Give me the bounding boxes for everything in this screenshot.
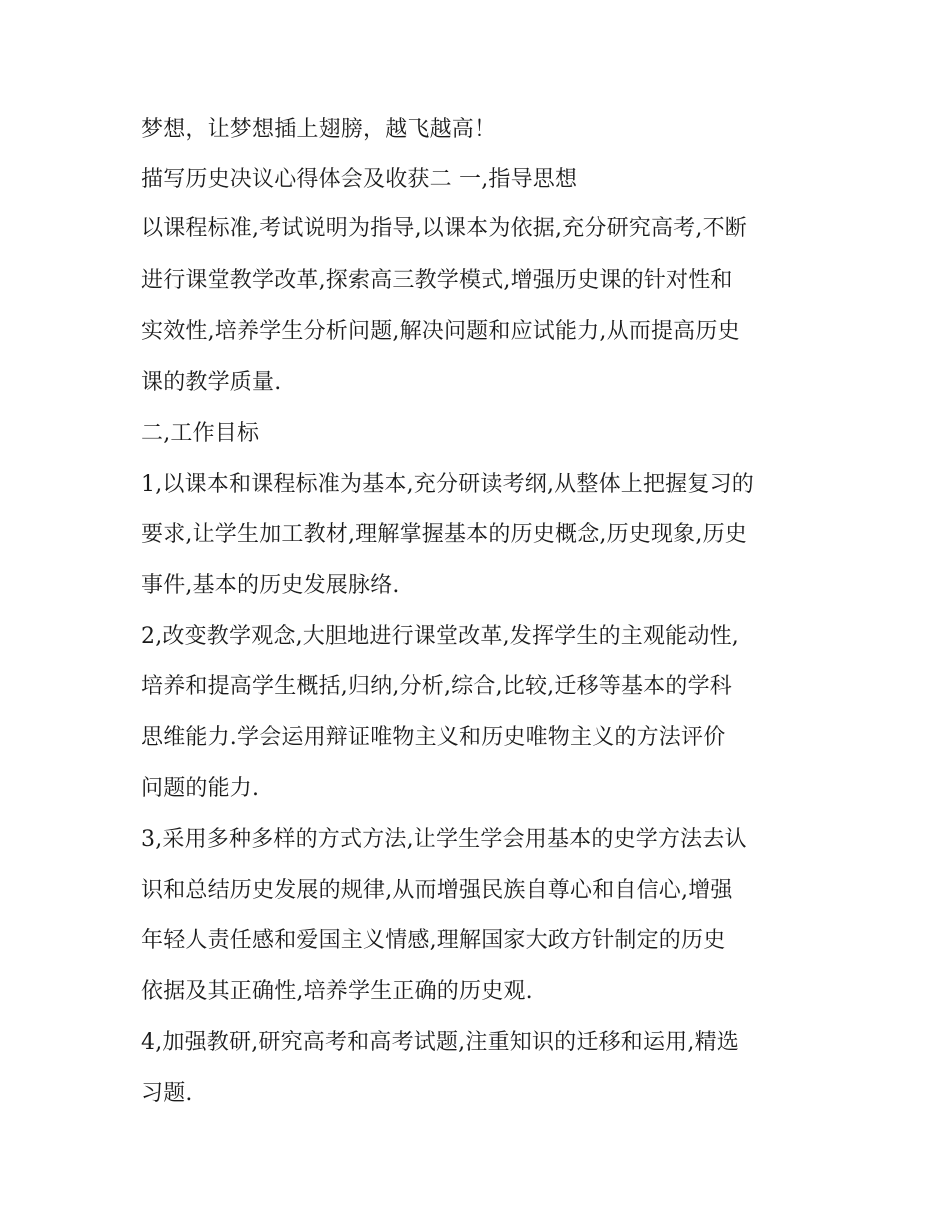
text-line: 识和总结历史发展的规律,从而增强民族自尊心和自信心,增强 bbox=[141, 878, 733, 903]
text-line: 描写历史决议心得体会及收获二 一,指导思想 bbox=[141, 167, 578, 192]
text-line: 3,采用多种多样的方式方法,让学生学会用基本的史学方法去认 bbox=[141, 827, 747, 852]
text-line: 课的教学质量. bbox=[141, 370, 282, 395]
text-line: 以课程标准,考试说明为指导,以课本为依据,充分研究高考,不断 bbox=[141, 216, 747, 241]
section-heading: 二,工作目标 bbox=[141, 421, 260, 446]
text-line: 1,以课本和课程标准为基本,充分研读考纲,从整体上把握复习的 bbox=[141, 472, 754, 497]
text-line: 培养和提高学生概括,归纳,分析,综合,比较,迁移等基本的学科 bbox=[141, 674, 732, 699]
text-line: 问题的能力. bbox=[141, 776, 260, 801]
text-line: 2,改变教学观念,大胆地进行课堂改革,发挥学生的主观能动性, bbox=[141, 624, 739, 649]
text-line: 习题. bbox=[141, 1081, 193, 1106]
text-line: 进行课堂教学改革,探索高三教学模式,增强历史课的针对性和 bbox=[141, 268, 733, 293]
text-line: 4,加强教研,研究高考和高考试题,注重知识的迁移和运用,精选 bbox=[141, 1030, 739, 1055]
text-line: 年轻人责任感和爱国主义情感,理解国家大政方针制定的历史 bbox=[141, 928, 726, 953]
text-line: 梦想，让梦想插上翅膀，越飞越高！ bbox=[141, 117, 497, 142]
text-line: 实效性,培养学生分析问题,解决问题和应试能力,从而提高历史 bbox=[141, 319, 740, 344]
text-line: 依据及其正确性,培养学生正确的历史观. bbox=[141, 979, 533, 1004]
text-line: 思维能力.学会运用辩证唯物主义和历史唯物主义的方法评价 bbox=[141, 725, 726, 750]
text-line: 事件,基本的历史发展脉络. bbox=[141, 573, 400, 598]
text-line: 要求,让学生加工教材,理解掌握基本的历史概念,历史现象,历史 bbox=[141, 522, 747, 547]
